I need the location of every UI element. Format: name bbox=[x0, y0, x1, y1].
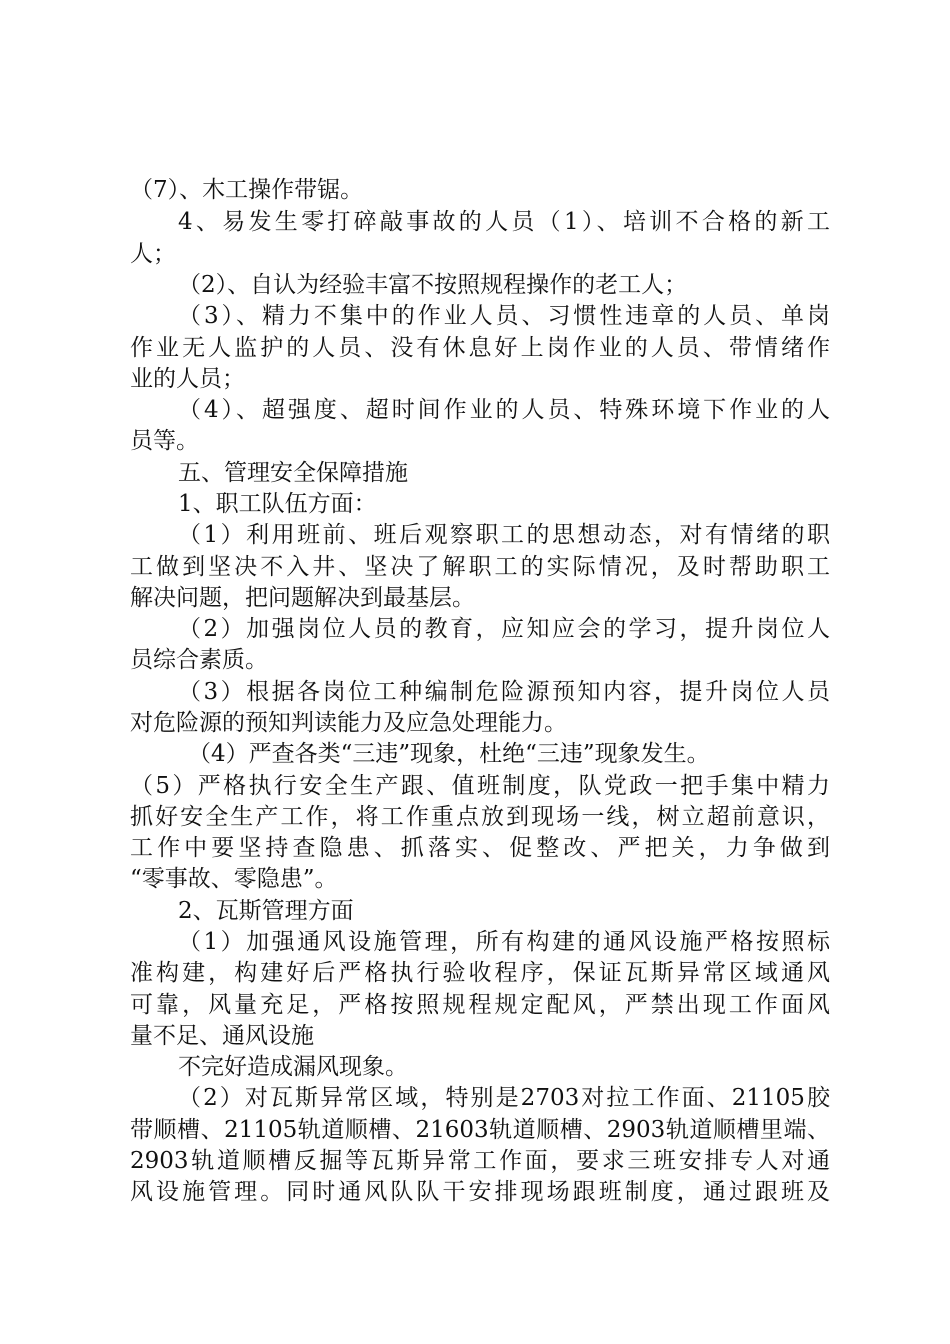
sub-heading: 1、职工队伍方面： bbox=[178, 491, 377, 517]
text-line: 业的人员； bbox=[130, 366, 245, 392]
text-line: （3）、精力不集中的作业人员、习惯性违章的人员、单岗 bbox=[178, 303, 830, 329]
text-line: 抓好安全生产工作，将工作重点放到现场一线，树立超前意识， bbox=[130, 804, 830, 830]
text-line: 2903轨道顺槽反掘等瓦斯异常工作面，要求三班安排专人对通 bbox=[130, 1148, 830, 1174]
text-line: （2）加强岗位人员的教育，应知应会的学习，提升岗位人 bbox=[178, 616, 830, 642]
text-line: 工作中要坚持查隐患、抓落实、促整改、严把关，力争做到 bbox=[130, 835, 830, 861]
text-line: 准构建，构建好后严格执行验收程序，保证瓦斯异常区域通风 bbox=[130, 960, 830, 986]
text-line: （5）严格执行安全生产跟、值班制度，队党政一把手集中精力 bbox=[130, 773, 830, 799]
text-line: 4、易发生零打碎敲事故的人员（1）、培训不合格的新工 bbox=[178, 209, 830, 235]
text-line: 带顺槽、21105轨道顺槽、21603轨道顺槽、2903轨道顺槽里端、 bbox=[130, 1117, 830, 1143]
text-line: 人； bbox=[130, 241, 176, 267]
text-line: 不完好造成漏风现象。 bbox=[178, 1054, 408, 1080]
text-line: “零事故、零隐患”。 bbox=[130, 866, 338, 892]
text-line: （4）严查各类“三违”现象，杜绝“三违”现象发生。 bbox=[188, 741, 710, 767]
text-line: 对危险源的预知判读能力及应急处理能力。 bbox=[130, 710, 567, 736]
text-line: （7）、木工操作带锯。 bbox=[130, 177, 364, 203]
text-line: （4）、超强度、超时间作业的人员、特殊环境下作业的人 bbox=[178, 397, 830, 423]
text-line: 员等。 bbox=[130, 428, 199, 454]
text-line: （2）对瓦斯异常区域，特别是2703对拉工作面、21105胶 bbox=[178, 1085, 830, 1111]
text-line: （1）利用班前、班后观察职工的思想动态，对有情绪的职 bbox=[178, 522, 830, 548]
text-line: （1）加强通风设施管理，所有构建的通风设施严格按照标 bbox=[178, 929, 830, 955]
text-line: 解决问题，把问题解决到最基层。 bbox=[130, 585, 475, 611]
text-line: 作业无人监护的人员、没有休息好上岗作业的人员、带情绪作 bbox=[130, 335, 830, 361]
section-heading: 五、管理安全保障措施 bbox=[178, 460, 408, 486]
text-line: 员综合素质。 bbox=[130, 647, 268, 673]
text-line: 可靠，风量充足，严格按照规程规定配风，严禁出现工作面风 bbox=[130, 992, 830, 1018]
text-line: （3）根据各岗位工种编制危险源预知内容，提升岗位人员 bbox=[178, 679, 830, 705]
text-line: 风设施管理。同时通风队队干安排现场跟班制度，通过跟班及 bbox=[130, 1179, 830, 1205]
text-line: （2）、自认为经验丰富不按照规程操作的老工人； bbox=[178, 272, 688, 298]
text-line: 工做到坚决不入井、坚决了解职工的实际情况，及时帮助职工 bbox=[130, 554, 830, 580]
text-line: 量不足、通风设施 bbox=[130, 1023, 314, 1049]
sub-heading: 2、瓦斯管理方面 bbox=[178, 898, 354, 924]
